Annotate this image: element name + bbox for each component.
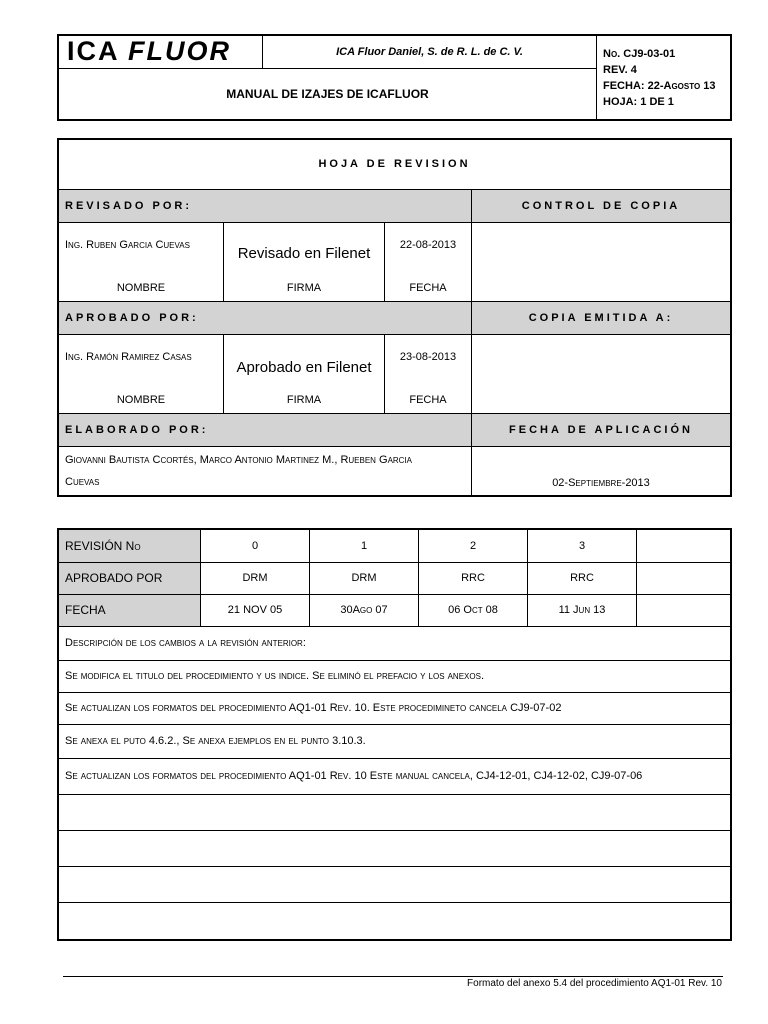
date-cell: 06 Oct 08 [419,594,528,626]
revisado-cell [58,222,224,301]
approved-by-cell [637,562,732,594]
revision-number-cell: 3 [528,529,637,562]
revision-sheet [57,138,732,497]
revision-number-cell: 0 [201,529,310,562]
revision-number-label [58,529,201,562]
revisado-fecha-label: FECHA [409,281,447,294]
aprobado-cell [58,334,224,413]
approved-by-cell: RRC [419,562,528,594]
revision-number-label-text: REVISIÓN No [65,538,141,553]
logo-text-fluor: FLUOR [128,36,231,67]
date-cell: 30Ago 07 [310,594,419,626]
document-header [57,34,732,121]
fecha-aplicacion-label: FECHA DE APLICACIÓN [472,413,732,446]
footer-note: Formato del anexo 5.4 del procedimiento AQ1-01 Rev. 10 [467,978,722,989]
approved-by-label: APROBADO POR [58,562,201,594]
change-row: Se modifica el titulo del procedimiento y us indice. Se eliminó el prefacio y los anexos. [58,660,731,692]
aprobado-fecha-label: FECHA [409,393,447,406]
date-label: FECHA [58,594,201,626]
aprobado-firma-label: FIRMA [286,393,322,406]
aprobado-nombre-label: NOMBRE [116,393,166,406]
approved-by-cell: DRM [310,562,419,594]
aprobado-fecha-cell [385,334,472,413]
changes-description-header: Descripción de los cambios a la revisión anterior: [58,626,731,660]
approved-by-row [58,562,731,594]
approved-by-cell: DRM [201,562,310,594]
revision-number-row [58,529,731,562]
revision-number-cell [637,529,732,562]
aprobado-signature: Aprobado en Filenet [236,358,372,376]
change-row [58,830,731,866]
revision-number-cell: 2 [419,529,528,562]
control-copia-label: CONTROL DE COPIA [472,189,732,222]
elaborado-label: ELABORADO POR: [58,413,472,446]
copia-emitida-label: COPIA EMITIDA A: [472,301,732,334]
footer-divider [63,976,723,977]
company-name: ICA Fluor Daniel, S. de R. L. de C. V. [263,35,597,68]
elaborado-names: Giovanni Bautista Ccortés, Marco Antonio Martinez M., Rueben Garcia Cuevas [58,446,472,496]
revisado-firma-label: FIRMA [286,281,322,294]
revisado-name: Ing. Ruben Garcia Cuevas [65,238,190,251]
aprobado-date: 23-08-2013 [399,350,457,363]
revisado-signature: Revisado en Filenet [237,244,371,262]
date-row [58,594,731,626]
change-row [58,866,731,902]
change-row: Se actualizan los formatos del procedimiento AQ1-01 Rev. 10 Este manual cancela, CJ4-12-01, CJ4-12-02, CJ9-07-06 [58,758,731,794]
date-cell: 21 NOV 05 [201,594,310,626]
revisado-nombre-label: NOMBRE [116,281,166,294]
date-cell: 11 Jun 13 [528,594,637,626]
revision-number-cell: 1 [310,529,419,562]
logo-text-ica: ICA [67,36,119,67]
company-logo [58,35,263,68]
change-row [58,794,731,830]
aprobado-label: APROBADO POR: [58,301,472,334]
document-title: MANUAL DE IZAJES DE ICAFLUOR [58,68,597,120]
revisado-fecha-cell [385,222,472,301]
change-row [58,902,731,940]
copia-emitida-cell [472,334,732,413]
revisado-date: 22-08-2013 [399,238,457,251]
revision-sheet-title: HOJA DE REVISION [58,139,731,189]
change-row: Se actualizan los formatos del procedimiento AQ1-01 Rev. 10. Este procedimineto cancela CJ9-07-02 [58,692,731,724]
date-cell [637,594,732,626]
aprobado-name: Ing. Ramón Ramirez Casas [65,350,192,363]
doc-date: FECHA: 22-Agosto 13 [603,79,716,92]
doc-revision: REV. 4 [603,63,637,76]
revisado-firma-cell [224,222,385,301]
change-row: Se anexa el puto 4.6.2., Se anexa ejemplos en el punto 3.10.3. [58,724,731,758]
fecha-aplicacion-value: 02-Septiembre-2013 [472,446,732,496]
control-copia-cell [472,222,732,301]
doc-sheet: HOJA: 1 DE 1 [603,95,674,108]
approved-by-cell: RRC [528,562,637,594]
aprobado-firma-cell [224,334,385,413]
document-meta [597,35,732,120]
revision-history-table [57,528,732,941]
doc-number: No. CJ9-03-01 [603,47,676,60]
revisado-label: REVISADO POR: [58,189,472,222]
